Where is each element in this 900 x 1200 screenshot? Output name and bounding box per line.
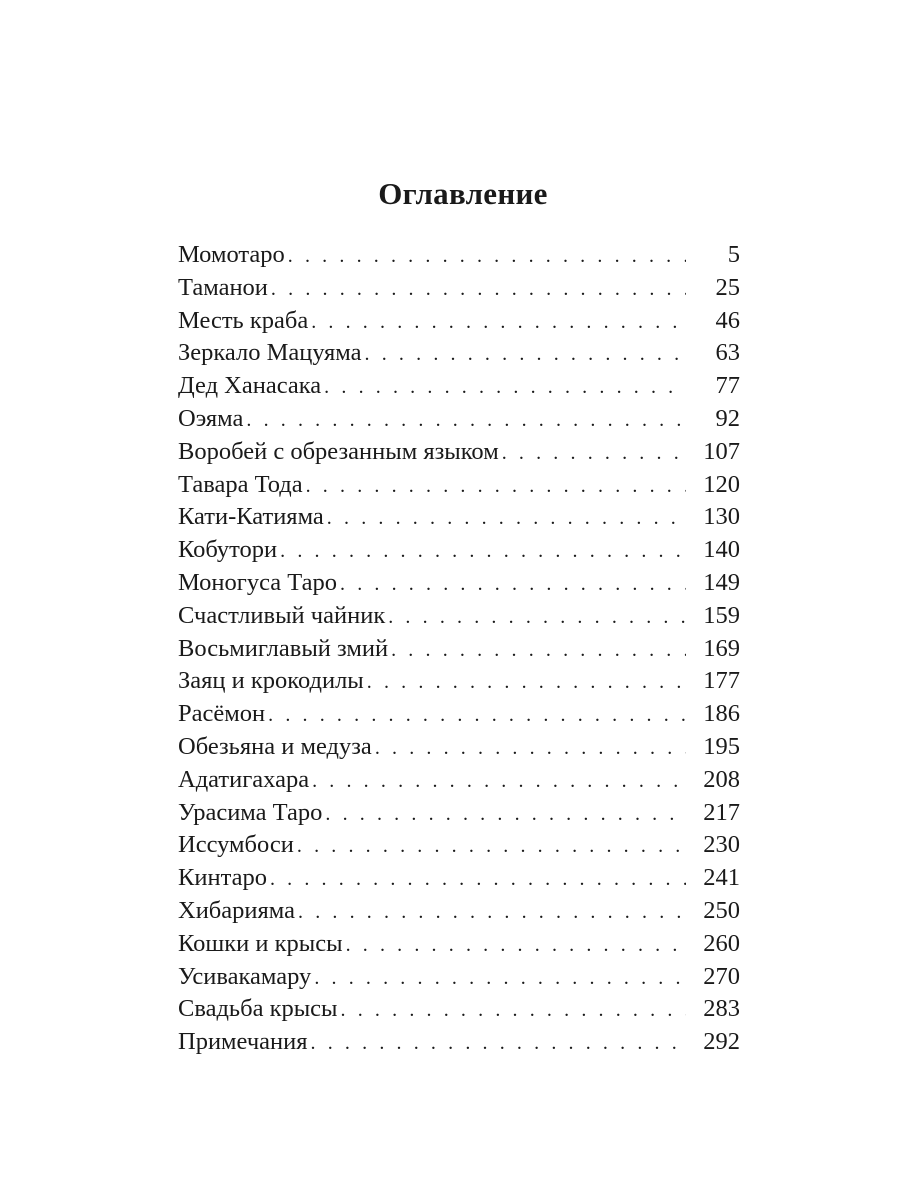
toc-entry bbox=[178, 370, 740, 403]
toc-entry bbox=[178, 731, 740, 764]
toc-entry bbox=[178, 829, 740, 862]
toc-entry-title: Заяц и крокодилы bbox=[178, 667, 364, 695]
dot-leader bbox=[268, 699, 686, 732]
toc-page-number: 241 bbox=[703, 864, 740, 892]
toc-page-number: 92 bbox=[715, 404, 740, 432]
toc-page-number: 140 bbox=[703, 536, 740, 564]
toc-entry bbox=[178, 665, 740, 698]
toc-entry-title: Таманои bbox=[178, 273, 268, 301]
dot-leader bbox=[311, 306, 686, 339]
toc-entry bbox=[178, 337, 740, 370]
toc-entry bbox=[178, 993, 740, 1026]
toc-entry-title: Кинтаро bbox=[178, 864, 267, 892]
table-of-contents bbox=[178, 239, 740, 1059]
toc-entry bbox=[178, 436, 740, 469]
dot-leader bbox=[312, 765, 686, 798]
dot-leader bbox=[270, 863, 686, 896]
dot-leader bbox=[502, 437, 686, 470]
toc-entry bbox=[178, 764, 740, 797]
toc-page-number: 217 bbox=[703, 798, 740, 826]
toc-entry bbox=[178, 469, 740, 502]
dot-leader bbox=[297, 830, 686, 863]
toc-entry-title: Дед Ханасака bbox=[178, 372, 322, 400]
dot-leader bbox=[306, 470, 686, 503]
toc-entry-title: Адатигахара bbox=[178, 765, 310, 793]
dot-leader bbox=[327, 502, 686, 535]
dot-leader bbox=[311, 1027, 686, 1060]
toc-entry bbox=[178, 403, 740, 436]
toc-page-number: 77 bbox=[715, 372, 740, 400]
dot-leader bbox=[314, 962, 686, 995]
toc-entry bbox=[178, 272, 740, 305]
toc-page-number: 260 bbox=[703, 929, 740, 957]
toc-entry bbox=[178, 633, 740, 666]
dot-leader bbox=[346, 929, 686, 962]
toc-entry bbox=[178, 862, 740, 895]
toc-page-number: 292 bbox=[703, 1028, 740, 1056]
toc-entry bbox=[178, 928, 740, 961]
toc-entry-title: Воробей с обрезанным языком bbox=[178, 437, 499, 465]
toc-page-number: 186 bbox=[703, 700, 740, 728]
dot-leader bbox=[340, 568, 686, 601]
toc-entry-title: Кати-Катияма bbox=[178, 503, 324, 531]
toc-entry-title: Кобутори bbox=[178, 536, 278, 564]
toc-entry-title: Оэяма bbox=[178, 404, 244, 432]
toc-page-number: 5 bbox=[727, 241, 740, 268]
toc-entry bbox=[178, 567, 740, 600]
toc-entry-title: Усивакамару bbox=[178, 962, 312, 990]
toc-page-number: 46 bbox=[715, 306, 740, 334]
dot-leader bbox=[324, 371, 686, 404]
toc-entry-title: Обезьяна и медуза bbox=[178, 732, 372, 760]
toc-entry-title: Счастливый чайник bbox=[178, 601, 386, 629]
toc-page-number: 250 bbox=[703, 896, 740, 924]
toc-entry bbox=[178, 895, 740, 928]
toc-page-number: 230 bbox=[703, 831, 740, 859]
toc-entry-title: Моногуса Таро bbox=[178, 568, 337, 596]
toc-page-number: 120 bbox=[703, 470, 740, 498]
toc-entry bbox=[178, 501, 740, 534]
dot-leader bbox=[367, 666, 686, 699]
toc-entry-title: Урасима Таро bbox=[178, 798, 323, 826]
toc-page-number: 63 bbox=[715, 339, 740, 367]
toc-entry-title: Тавара Тода bbox=[178, 470, 303, 498]
toc-page-number: 208 bbox=[703, 765, 740, 793]
dot-leader bbox=[246, 404, 686, 437]
toc-entry-title: Примечания bbox=[178, 1028, 308, 1056]
toc-entry-title: Восьмиглавый змий bbox=[178, 634, 389, 662]
toc-entry-title: Зеркало Мацуяма bbox=[178, 339, 362, 367]
dot-leader bbox=[288, 240, 686, 273]
toc-page-number: 107 bbox=[703, 437, 740, 465]
dot-leader bbox=[271, 273, 686, 306]
toc-page-number: 177 bbox=[703, 667, 740, 695]
toc-page-number: 159 bbox=[703, 601, 740, 629]
dot-leader bbox=[365, 338, 686, 371]
dot-leader bbox=[298, 896, 686, 929]
toc-entry-title: Месть краба bbox=[178, 306, 309, 334]
toc-entry-title: Расёмон bbox=[178, 700, 266, 728]
toc-entry-title: Иссумбоси bbox=[178, 831, 294, 859]
toc-entry bbox=[178, 534, 740, 567]
toc-entry bbox=[178, 1026, 740, 1059]
dot-leader bbox=[280, 535, 686, 568]
toc-page-number: 283 bbox=[703, 995, 740, 1023]
toc-entry-title: Хибарияма bbox=[178, 896, 295, 924]
toc-entry bbox=[178, 305, 740, 338]
toc-page-number: 169 bbox=[703, 634, 740, 662]
toc-entry bbox=[178, 961, 740, 994]
toc-entry bbox=[178, 600, 740, 633]
dot-leader bbox=[341, 994, 686, 1027]
toc-entry-title: Момотаро bbox=[178, 241, 285, 268]
toc-page-number: 130 bbox=[703, 503, 740, 531]
toc-page-number: 270 bbox=[703, 962, 740, 990]
toc-page-number: 195 bbox=[703, 732, 740, 760]
dot-leader bbox=[391, 634, 686, 667]
toc-entry bbox=[178, 239, 740, 272]
dot-leader bbox=[375, 732, 686, 765]
toc-heading: Оглавление bbox=[378, 176, 548, 211]
dot-leader bbox=[388, 601, 686, 634]
toc-page-number: 149 bbox=[703, 568, 740, 596]
dot-leader bbox=[325, 798, 686, 831]
toc-page-number: 25 bbox=[715, 273, 740, 301]
toc-entry-title: Кошки и крысы bbox=[178, 929, 343, 957]
toc-entry bbox=[178, 797, 740, 830]
toc-entry bbox=[178, 698, 740, 731]
toc-entry-title: Свадьба крысы bbox=[178, 995, 338, 1023]
